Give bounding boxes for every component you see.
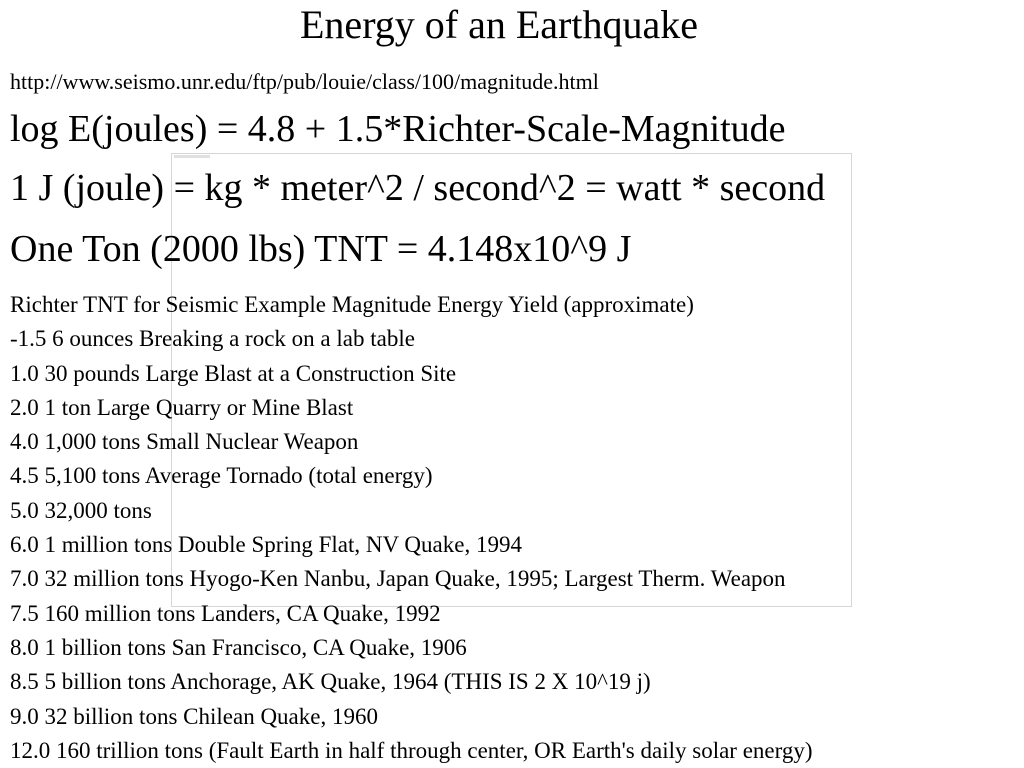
table-row: 8.5 5 billion tons Anchorage, AK Quake, 1964 (THIS IS 2 X 10^19 j) — [10, 669, 651, 695]
table-row: 4.0 1,000 tons Small Nuclear Weapon — [10, 429, 359, 455]
table-row: 7.5 160 million tons Landers, CA Quake, 1992 — [10, 600, 441, 626]
table-row: 2.0 1 ton Large Quarry or Mine Blast — [10, 394, 354, 420]
table-row: 6.0 1 million tons Double Spring Flat, NV Quake, 1994 — [10, 532, 522, 558]
tnt-equivalence: One Ton (2000 lbs) TNT = 4.148x10^9 J — [10, 228, 632, 270]
table-row: 4.5 5,100 tons Average Tornado (total energy) — [10, 463, 433, 489]
table-row: 7.0 32 million tons Hyogo-Ken Nanbu, Japan Quake, 1995; Largest Therm. Weapon — [10, 566, 786, 592]
table-header: Richter TNT for Seismic Example Magnitude Energy Yield (approximate) — [10, 292, 694, 317]
table-row: -1.5 6 ounces Breaking a rock on a lab table — [10, 326, 415, 352]
energy-formula: log E(joules) = 4.8 + 1.5*Richter-Scale-Magnitude — [10, 108, 786, 150]
table-row: 1.0 30 pounds Large Blast at a Construction Site — [10, 360, 457, 386]
magnitude-energy-table — [10, 288, 813, 768]
joule-definition: 1 J (joule) = kg * meter^2 / second^2 = watt * second — [10, 167, 826, 209]
embedded-image-placeholder — [174, 155, 210, 158]
table-row: 5.0 32,000 tons — [10, 497, 152, 523]
slide-title: Energy of an Earthquake — [300, 2, 698, 47]
table-row: 8.0 1 billion tons San Francisco, CA Quake, 1906 — [10, 634, 467, 660]
table-row: 9.0 32 billion tons Chilean Quake, 1960 — [10, 703, 378, 729]
table-row: 12.0 160 trillion tons (Fault Earth in half through center, OR Earth's daily solar energy) — [10, 737, 813, 763]
source-url: http://www.seismo.unr.edu/ftp/pub/louie/class/100/magnitude.html — [10, 69, 599, 94]
